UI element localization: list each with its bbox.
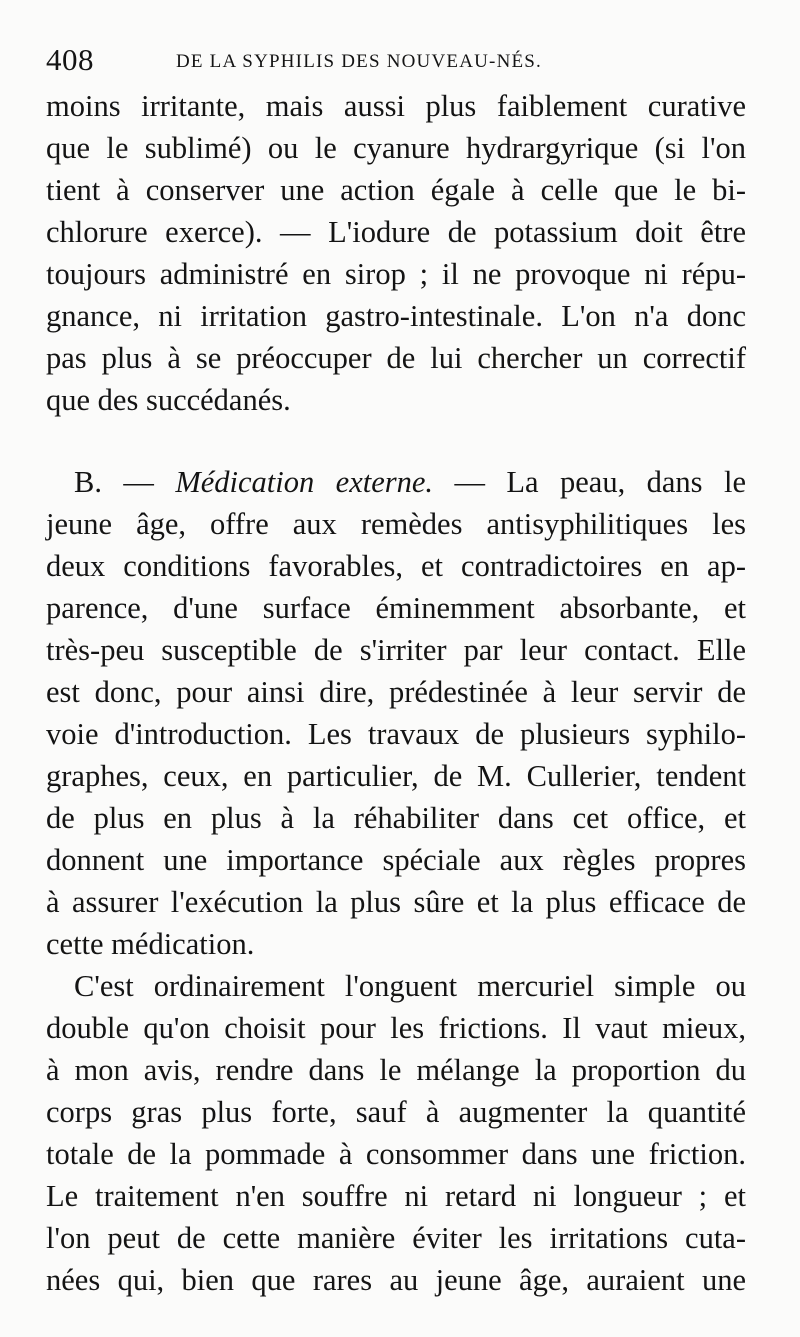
section-heading-rest: — La peau, dans le [433,465,746,499]
section-b-medication-externe [46,461,746,965]
text-line: moins irritante, mais aussi plus faiblement curative [46,89,746,123]
text-line: Le traitement n'en souffre ni retard ni longueur ; et [46,1179,746,1213]
text-line: à assurer l'exécution la plus sûre et la plus efficace de [46,885,746,919]
text-line: est donc, pour ainsi dire, prédestinée à leur servir de [46,675,746,709]
text-line: voie d'introduction. Les travaux de plusieurs syphilo- [46,717,746,751]
paragraph-medication-interne-end [46,85,746,421]
text-line: nées qui, bien que rares au jeune âge, auraient une [46,1263,746,1297]
paragraph-spacer [46,421,746,461]
body-text [46,85,746,1301]
text-line: que des succédanés. [46,383,291,417]
paragraph-onguent-mercuriel [46,965,746,1301]
text-line: graphes, ceux, en particulier, de M. Cullerier, tendent [46,759,746,793]
page-header [46,40,746,80]
page-number: 408 [46,42,94,77]
text-line: corps gras plus forte, sauf à augmenter la quantité [46,1095,746,1129]
text-line: toujours administré en sirop ; il ne provoque ni répu- [46,257,746,291]
section-heading: Médication externe. [175,465,434,499]
running-title: DE LA SYPHILIS DES NOUVEAU-NÉS. [176,51,543,72]
text-line: gnance, ni irritation gastro-intestinale. L'on n'a donc [46,299,746,333]
text-line: cette médication. [46,927,255,961]
text-line: jeune âge, offre aux remèdes antisyphilitiques les [46,507,746,541]
text-line: très-peu susceptible de s'irriter par leur contact. Elle [46,633,746,667]
text-line: totale de la pommade à consommer dans une friction. [46,1137,746,1171]
text-line: double qu'on choisit pour les frictions. Il vaut mieux, [46,1011,746,1045]
text-line: C'est ordinairement l'onguent mercuriel simple ou [74,969,746,1003]
text-line: l'on peut de cette manière éviter les irritations cuta- [46,1221,746,1255]
text-line: tient à conserver une action égale à celle que le bi- [46,173,746,207]
text-line: pas plus à se préoccuper de lui chercher un correctif [46,341,746,375]
section-label: B. — [74,465,176,499]
text-line: à mon avis, rendre dans le mélange la proportion du [46,1053,746,1087]
text-line: parence, d'une surface éminemment absorbante, et [46,591,746,625]
text-line: deux conditions favorables, et contradictoires en ap- [46,549,746,583]
text-line: que le sublimé) ou le cyanure hydrargyrique (si l'on [46,131,746,165]
text-line: chlorure exerce). — L'iodure de potassium doit être [46,215,746,249]
text-line: de plus en plus à la réhabiliter dans cet office, et [46,801,746,835]
section-heading-line [46,461,746,503]
text-line: donnent une importance spéciale aux règles propres [46,843,746,877]
